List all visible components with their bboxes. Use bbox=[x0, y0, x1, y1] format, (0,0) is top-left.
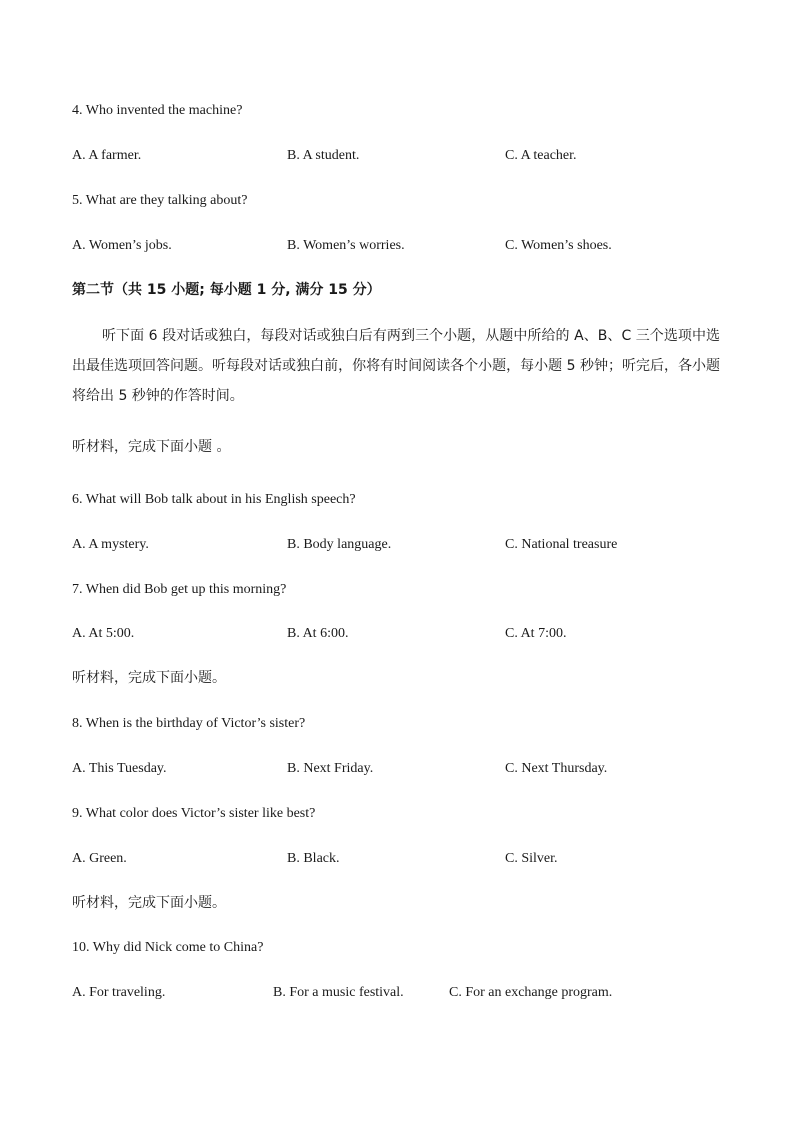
listening-prompt-2: 听材料，完成下面小题。 bbox=[72, 670, 226, 686]
question-9-option-a: A. Green. bbox=[72, 851, 127, 866]
question-10-option-a: A. For traveling. bbox=[72, 985, 166, 1000]
question-9: 9. What color does Victor’s sister like best? bbox=[72, 806, 316, 821]
question-9-option-c: C. Silver. bbox=[505, 851, 558, 866]
question-8-option-a: A. This Tuesday. bbox=[72, 761, 167, 776]
section-2-instructions: 听下面 6 段对话或独白，每段对话或独白后有两到三个小题，从题中所给的 A、B、C 三个选项中选出最佳选项回答问题。听每段对话或独白前，你将有时间阅读各个小题，每小题 5 秒钟；听完后，各小题将给出 5 秒钟的作答时间。 bbox=[72, 328, 720, 404]
question-10-option-b: B. For a music festival. bbox=[273, 985, 404, 1000]
question-4-option-a: A. A farmer. bbox=[72, 148, 142, 163]
question-5: 5. What are they talking about? bbox=[72, 193, 248, 208]
question-4: 4. Who invented the machine? bbox=[72, 103, 243, 118]
listening-prompt-1: 听材料，完成下面小题 。 bbox=[72, 439, 231, 455]
listening-prompt-3: 听材料，完成下面小题。 bbox=[72, 895, 226, 911]
question-10: 10. Why did Nick come to China? bbox=[72, 940, 264, 955]
question-6-option-a: A. A mystery. bbox=[72, 537, 149, 552]
question-7-option-c: C. At 7:00. bbox=[505, 626, 567, 641]
question-4-option-b: B. A student. bbox=[287, 148, 360, 163]
question-8: 8. When is the birthday of Victor’s sister? bbox=[72, 716, 306, 731]
question-7-option-a: A. At 5:00. bbox=[72, 626, 135, 641]
question-5-option-b: B. Women’s worries. bbox=[287, 238, 405, 253]
question-9-option-b: B. Black. bbox=[287, 851, 340, 866]
question-6: 6. What will Bob talk about in his English speech? bbox=[72, 492, 356, 507]
question-6-option-c: C. National treasure bbox=[505, 537, 618, 552]
question-4-option-c: C. A teacher. bbox=[505, 148, 577, 163]
question-10-option-c: C. For an exchange program. bbox=[449, 985, 613, 1000]
question-7: 7. When did Bob get up this morning? bbox=[72, 582, 287, 597]
question-8-option-c: C. Next Thursday. bbox=[505, 761, 608, 776]
question-5-option-c: C. Women’s shoes. bbox=[505, 238, 612, 253]
section-2-heading: 第二节（共 15 小题; 每小题 1 分, 满分 15 分） bbox=[72, 282, 381, 298]
question-7-option-b: B. At 6:00. bbox=[287, 626, 349, 641]
question-5-option-a: A. Women’s jobs. bbox=[72, 238, 172, 253]
question-6-option-b: B. Body language. bbox=[287, 537, 392, 552]
question-8-option-b: B. Next Friday. bbox=[287, 761, 374, 776]
